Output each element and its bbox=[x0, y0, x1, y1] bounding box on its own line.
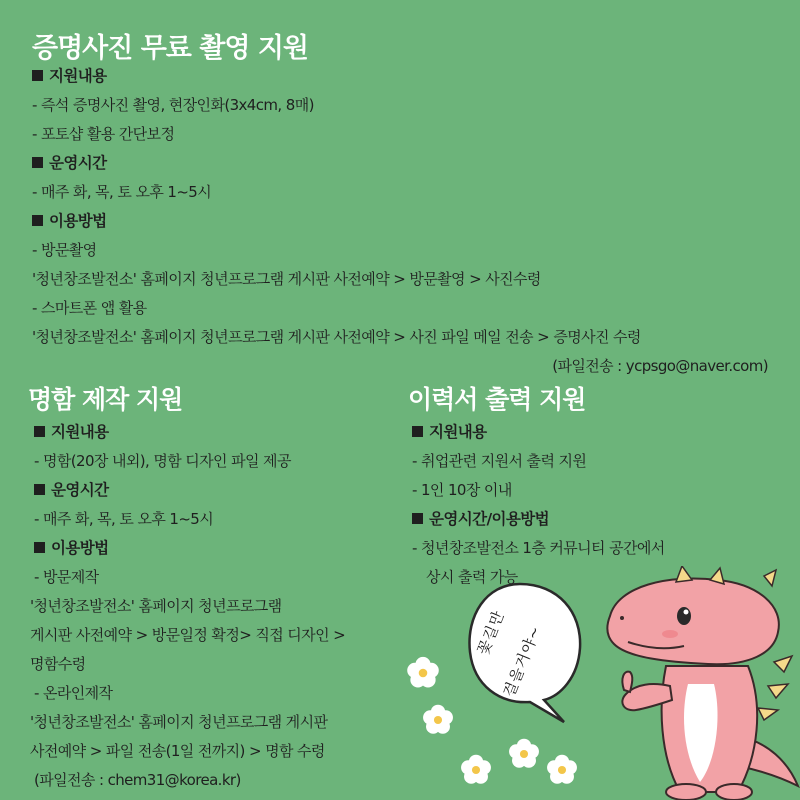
square-bullet-icon bbox=[34, 484, 45, 495]
photo-usage-line-2: '청년창조발전소' 홈페이지 청년프로그램 게시판 사전예약 > 방문촬영 > 사진수령 bbox=[32, 270, 541, 288]
card-usage-line-3: 게시판 사전예약 > 방문일정 확정> 직접 디자인 > bbox=[30, 626, 346, 644]
flower-icon bbox=[404, 654, 442, 692]
card-section-title: 명함 제작 지원 bbox=[28, 385, 183, 414]
photo-usage-line-1: - 방문촬영 bbox=[32, 241, 97, 259]
bubble-text-line-2: 걸을거야~ bbox=[499, 622, 545, 700]
square-bullet-icon bbox=[34, 426, 45, 437]
heading-label: 운영시간 bbox=[51, 481, 109, 499]
heading-label: 지원내용 bbox=[429, 423, 487, 441]
card-file-email: (파일전송 : chem31@korea.kr) bbox=[34, 771, 241, 789]
card-usage-line-7: 사전예약 > 파일 전송(1일 전까지) > 명함 수령 bbox=[30, 742, 325, 760]
photo-hours-heading bbox=[32, 153, 107, 173]
resume-section-title: 이력서 출력 지원 bbox=[408, 385, 586, 414]
card-support-line-1: - 명함(20장 내외), 명함 디자인 파일 제공 bbox=[34, 452, 291, 470]
square-bullet-icon bbox=[32, 157, 43, 168]
resume-hours-heading bbox=[412, 509, 549, 529]
heading-label: 지원내용 bbox=[51, 423, 109, 441]
bubble-text-line-1: 꽃길만 bbox=[473, 607, 508, 658]
square-bullet-icon bbox=[34, 542, 45, 553]
square-bullet-icon bbox=[32, 215, 43, 226]
photo-usage-heading bbox=[32, 211, 107, 231]
heading-label: 운영시간 bbox=[49, 154, 107, 172]
flower-icon bbox=[458, 752, 494, 788]
resume-support-line-2: - 1인 10장 이내 bbox=[412, 481, 512, 499]
photo-hours-line-1: - 매주 화, 목, 토 오후 1~5시 bbox=[32, 183, 212, 201]
photo-section-title: 증명사진 무료 촬영 지원 bbox=[32, 33, 309, 64]
resume-hours-line-2: 상시 출력 가능 bbox=[426, 568, 518, 586]
square-bullet-icon bbox=[412, 513, 423, 524]
heading-label: 지원내용 bbox=[49, 67, 107, 85]
resume-support-heading bbox=[412, 422, 487, 442]
photo-support-line-1: - 즉석 증명사진 촬영, 현장인화(3x4cm, 8매) bbox=[32, 96, 314, 114]
card-usage-heading bbox=[34, 538, 109, 558]
square-bullet-icon bbox=[32, 70, 43, 81]
card-support-heading bbox=[34, 422, 109, 442]
photo-usage-line-3: - 스마트폰 앱 활용 bbox=[32, 299, 147, 317]
flower-icon bbox=[506, 736, 542, 772]
photo-support-line-2: - 포토샵 활용 간단보정 bbox=[32, 125, 175, 143]
card-usage-line-6: '청년창조발전소' 홈페이지 청년프로그램 게시판 bbox=[30, 713, 328, 731]
photo-support-heading bbox=[32, 66, 107, 86]
resume-hours-line-1: - 청년창조발전소 1층 커뮤니티 공간에서 bbox=[412, 539, 665, 557]
card-hours-heading bbox=[34, 480, 109, 500]
card-hours-line-1: - 매주 화, 목, 토 오후 1~5시 bbox=[34, 510, 214, 528]
heading-label: 이용방법 bbox=[51, 539, 109, 557]
flower-icon bbox=[420, 702, 456, 738]
card-usage-line-5: - 온라인제작 bbox=[34, 684, 113, 702]
resume-support-line-1: - 취업관련 지원서 출력 지원 bbox=[412, 452, 587, 470]
photo-usage-line-4: '청년창조발전소' 홈페이지 청년프로그램 게시판 사전예약 > 사진 파일 메일 전송 > 증명사진 수령 bbox=[32, 328, 641, 346]
heading-label: 이용방법 bbox=[49, 212, 107, 230]
card-usage-line-4: 명함수령 bbox=[30, 655, 86, 673]
flower-icon bbox=[544, 752, 580, 788]
card-usage-line-1: - 방문제작 bbox=[34, 568, 99, 586]
photo-file-email: (파일전송 : ycpsgo@naver.com) bbox=[552, 357, 768, 375]
dinosaur-mascot bbox=[588, 566, 800, 800]
card-usage-line-2: '청년창조발전소' 홈페이지 청년프로그램 bbox=[30, 597, 282, 615]
square-bullet-icon bbox=[412, 426, 423, 437]
heading-label: 운영시간/이용방법 bbox=[429, 510, 550, 528]
